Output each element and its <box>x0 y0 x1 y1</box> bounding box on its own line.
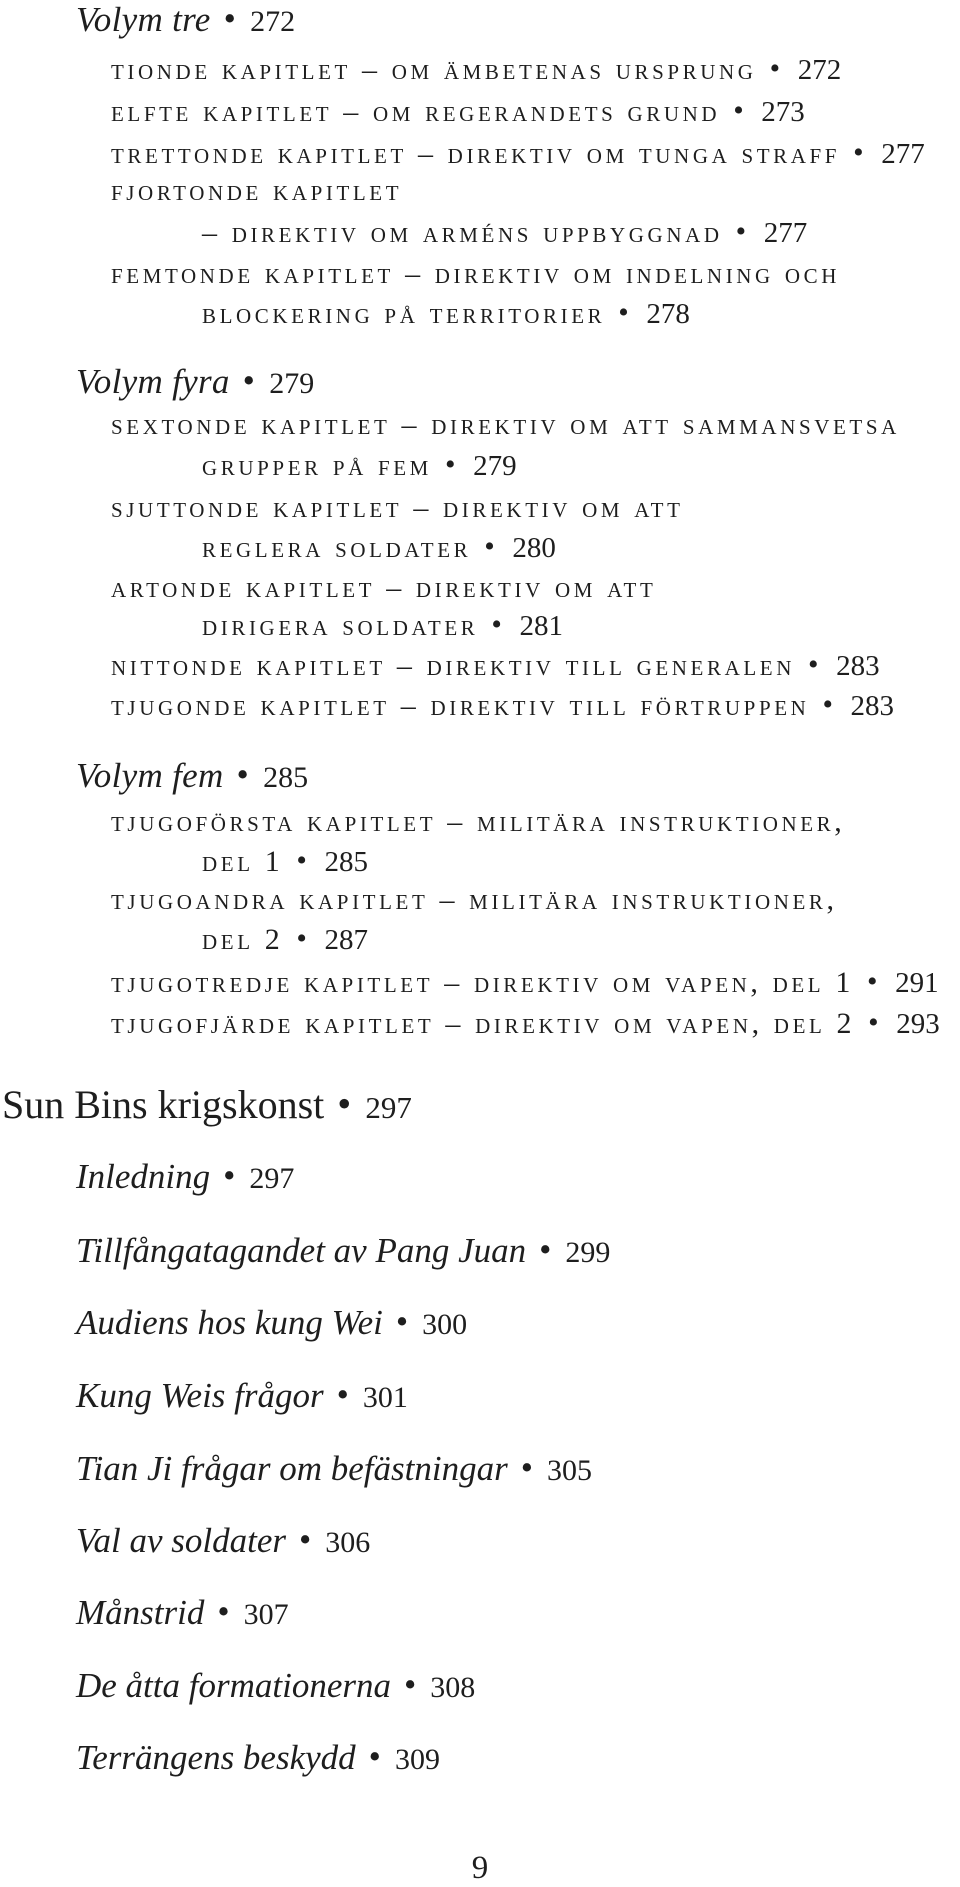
bullet-icon: • <box>618 296 633 329</box>
entry-title: sextonde kapitlet – direktiv om att sammansvetsa <box>111 408 900 441</box>
entry-title: nittonde kapitlet – direktiv till generalen <box>111 649 795 682</box>
entry-page-number: 306 <box>325 1526 371 1559</box>
toc-entry-ch <box>111 805 845 839</box>
entry-page-number: 297 <box>249 1162 295 1195</box>
entry-page-number: 273 <box>761 96 805 128</box>
entry-page-number: 301 <box>362 1381 408 1414</box>
entry-page-number: 279 <box>269 367 315 400</box>
entry-title: tjugotredje kapitlet – direktiv om vapen, del 1 <box>111 966 854 999</box>
toc-entry-sec <box>76 1157 294 1197</box>
toc-entry-cont <box>202 531 556 565</box>
toc-entry-ch <box>111 966 939 1000</box>
entry-title: Inledning <box>76 1157 211 1196</box>
bullet-icon: • <box>822 688 837 721</box>
entry-title: Tian Ji frågar om befästningar <box>76 1449 508 1488</box>
bullet-icon: • <box>223 1156 236 1195</box>
entry-title: tjugoförsta kapitlet – militära instruktioner, <box>111 805 846 838</box>
entry-title: tjugofjärde kapitlet – direktiv om vapen, del 2 <box>111 1007 856 1040</box>
entry-page-number: 283 <box>836 650 880 682</box>
bullet-icon: • <box>484 530 499 563</box>
bullet-icon: • <box>242 361 256 400</box>
entry-page-number: 307 <box>243 1598 289 1631</box>
entry-title: Sun Bins krigskonst <box>2 1081 325 1127</box>
toc-entry-sec <box>76 1303 467 1343</box>
entry-page-number: 291 <box>895 967 939 999</box>
entry-page-number: 308 <box>430 1671 476 1704</box>
entry-title: Terrängens beskydd <box>76 1738 356 1777</box>
bullet-icon: • <box>403 1665 417 1704</box>
toc-entry-ch <box>111 174 402 208</box>
entry-title: fjortonde kapitlet <box>111 174 403 207</box>
toc-entry-sec <box>76 1449 592 1489</box>
bullet-icon: • <box>491 608 506 641</box>
toc-entry-cont <box>202 449 517 483</box>
bullet-icon: • <box>337 1080 352 1126</box>
bullet-icon: • <box>769 52 784 85</box>
toc-entry-cont <box>202 216 807 250</box>
entry-title: del 1 <box>202 845 284 878</box>
entry-page-number: 277 <box>881 138 925 170</box>
toc-entry-ch <box>111 883 838 917</box>
entry-page-number: 299 <box>565 1236 611 1269</box>
entry-page-number: 300 <box>422 1308 468 1341</box>
bullet-icon: • <box>336 1375 349 1414</box>
toc-entry-ch <box>111 137 925 171</box>
entry-page-number: 279 <box>473 450 517 482</box>
entry-page-number: 293 <box>896 1008 940 1040</box>
bullet-icon: • <box>298 1520 312 1559</box>
entry-title: reglera soldater <box>202 531 472 564</box>
entry-title: trettonde kapitlet – direktiv om tunga straff <box>111 137 841 170</box>
toc-entry-ch <box>111 95 805 129</box>
bullet-icon: • <box>853 136 868 169</box>
toc-entry-sec <box>76 1521 370 1561</box>
toc-entry-vol <box>76 362 314 402</box>
entry-title: grupper på fem <box>202 449 432 482</box>
entry-title: tjugonde kapitlet – direktiv till förtruppen <box>111 689 810 722</box>
toc-entry-sec <box>76 1593 289 1633</box>
toc-entry-sec <box>76 1231 610 1271</box>
entry-title: sjuttonde kapitlet – direktiv om att <box>111 491 684 524</box>
entry-title: Volym fem <box>76 756 224 795</box>
entry-title: tionde kapitlet – om ämbetenas ursprung <box>111 53 757 86</box>
bullet-icon: • <box>866 965 882 998</box>
toc-entry-ch <box>111 408 900 442</box>
entry-page-number: 309 <box>394 1743 440 1776</box>
toc-entry-sec <box>76 1376 408 1416</box>
bullet-icon: • <box>368 1737 381 1776</box>
entry-title: Volym tre <box>76 0 211 39</box>
entry-title: Tillfångatagandet av Pang Juan <box>76 1231 527 1270</box>
toc-entry-ch <box>111 689 894 723</box>
entry-page-number: 305 <box>546 1454 592 1487</box>
bullet-icon: • <box>733 94 748 127</box>
bullet-icon: • <box>217 1592 230 1631</box>
entry-title: femtonde kapitlet – direktiv om indelning och <box>111 257 841 290</box>
bullet-icon: • <box>395 1302 409 1341</box>
toc-entry-ch <box>111 571 656 605</box>
bullet-icon: • <box>539 1230 552 1269</box>
toc-entry-ch <box>111 257 840 291</box>
entry-title: dirigera soldater <box>202 609 479 642</box>
toc-entry-ch <box>111 649 880 683</box>
entry-title: Audiens hos kung Wei <box>76 1303 383 1342</box>
bullet-icon: • <box>444 448 460 481</box>
toc-entry-sec <box>76 1738 440 1778</box>
toc-entry-cont <box>202 609 563 643</box>
bullet-icon: • <box>735 215 750 248</box>
toc-entry-cont <box>202 297 690 331</box>
toc-entry-vol <box>76 0 295 40</box>
entry-page-number: 281 <box>519 610 563 642</box>
entry-page-number: 283 <box>850 690 895 722</box>
entry-page-number: 280 <box>512 532 556 564</box>
entry-title: Kung Weis frågor <box>76 1376 324 1415</box>
entry-title: Volym fyra <box>76 362 230 401</box>
entry-page-number: 297 <box>365 1089 412 1125</box>
bullet-icon: • <box>868 1006 883 1039</box>
entry-title: Val av soldater <box>76 1521 286 1560</box>
toc-entry-cont <box>202 845 368 879</box>
bullet-icon: • <box>223 0 237 38</box>
toc-entry-ch <box>111 53 841 87</box>
toc-entry-cont <box>202 923 368 957</box>
entry-page-number: 287 <box>324 924 368 956</box>
entry-page-number: 285 <box>263 761 309 794</box>
entry-title: De åtta formationerna <box>76 1666 391 1705</box>
toc-entry-book <box>2 1081 412 1128</box>
toc-entry-vol <box>76 756 308 796</box>
entry-title: elfte kapitlet – om regerandets grund <box>111 95 721 128</box>
entry-page-number: 272 <box>250 5 296 38</box>
bullet-icon: • <box>296 922 311 955</box>
entry-page-number: 277 <box>763 217 808 249</box>
page-number: 9 <box>471 1850 489 1886</box>
toc-entry-ch <box>111 1007 940 1041</box>
entry-title: – direktiv om arméns uppbyggnad <box>202 216 723 249</box>
bullet-icon: • <box>807 648 823 681</box>
bullet-icon: • <box>236 755 250 794</box>
bullet-icon: • <box>296 844 311 877</box>
entry-title: Månstrid <box>76 1593 205 1632</box>
entry-page-number: 278 <box>646 298 690 330</box>
entry-title: blockering på territorier <box>202 297 606 330</box>
entry-page-number: 285 <box>324 846 368 878</box>
bullet-icon: • <box>520 1448 533 1487</box>
entry-page-number: 272 <box>797 54 842 86</box>
toc-entry-sec <box>76 1666 475 1706</box>
toc-entry-ch <box>111 491 684 525</box>
entry-title: del 2 <box>202 923 284 956</box>
entry-title: tjugoandra kapitlet – militära instruktioner, <box>111 883 838 916</box>
entry-title: artonde kapitlet – direktiv om att <box>111 571 657 604</box>
